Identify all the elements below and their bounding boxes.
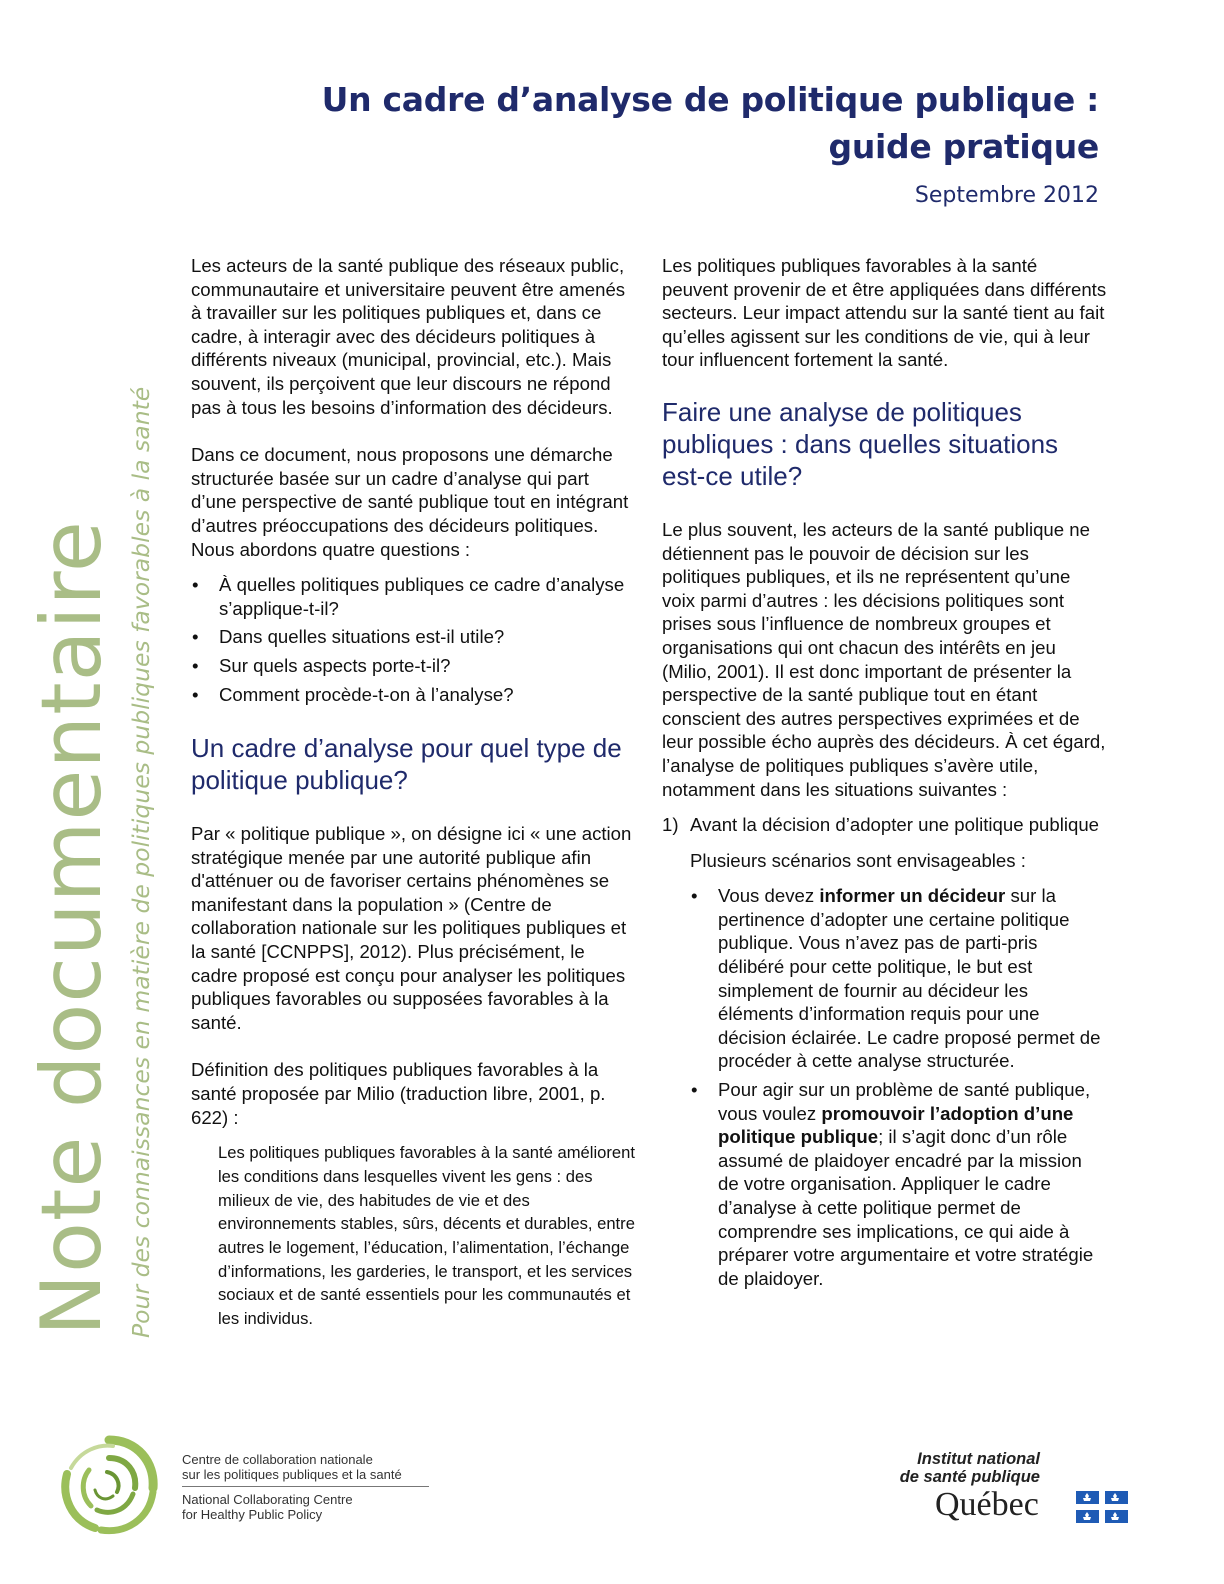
document-date: Septembre 2012	[914, 183, 1099, 208]
sectors-paragraph: Les politiques publiques favorables à la santé peuvent provenir de et être appliquées dans différents secteurs. Leur impact attendu sur la santé tient au fait qu’elles agissent sur les conditions de vie, qui à leur tour influencent fortement la santé.	[662, 255, 1107, 371]
list-item: • Sur quels aspects porte-t-il?	[191, 654, 636, 678]
situations-paragraph: Le plus souvent, les acteurs de la santé publique ne détiennent pas le pouvoir de décision sur les politiques publiques, et ils ne représentent qu’une voix parmi d’autres : les décisions politiques sont prises sous l’influence de nombreux groupes et organisations qui ont chacun des intérêts en jeu (Milio, 2001). Il est donc important de présenter la perspective de la santé publique tout en étant conscient des autres perspectives exprimées et de leur possible écho auprès des décideurs. À cet égard, l’analyse de politiques publiques s’avère utile, notamment dans les situations suivantes :	[662, 518, 1106, 800]
emphasis-informer: informer un décideur	[819, 885, 1006, 907]
right-column	[662, 254, 1107, 1295]
ccnpps-logo-block	[55, 1432, 430, 1538]
list-item: • Pour agir sur un problème de santé publique, vous voulez promouvoir l’adoption d’une politique publique; il s’agit donc d’un rôle assumé de plaidoyer encadré par la mission de votre organisation. Appliquer le cadre d’analyse à cette politique permet de comprendre ses implications, ce qui aide à préparer votre argumentaire et votre stratégie de plaidoyer.	[690, 1078, 1107, 1290]
scenarios-intro: Plusieurs scénarios sont envisageables :	[690, 849, 1026, 871]
list-item: • À quelles politiques publiques ce cadre d’analyse s’applique-t-il?	[191, 573, 636, 620]
section-heading-type: Un cadre d’analyse pour quel type de politique publique?	[191, 733, 622, 796]
list-item: • Vous devez informer un décideur sur la pertinence d’adopter une certaine politique publique. Vous n’avez pas de parti-pris délibéré pour cette politique, le but est simplement de fournir au décideur les éléments d’information requis pour une décision éclairée. Le cadre proposé permet de procéder à cette analyse structurée.	[690, 884, 1107, 1073]
sidebar-subtitle: Pour des connaissances en matière de politiques publiques favorables à la santé	[127, 386, 155, 1338]
list-item: • Comment procède-t-on à l’analyse?	[191, 683, 636, 707]
left-column	[191, 254, 636, 1331]
ccnpps-french-name: Centre de collaboration nationale sur les politiques publiques et la santé	[182, 1452, 402, 1482]
milio-quote: Les politiques publiques favorables à la santé améliorent les conditions dans lesquelles vivent les gens : des milieux de vie, des habitudes de vie et des environnements stables, sûrs, décents et durables, entre autres le logement, l’éducation, l’alimentation, l’échange d’informations, les garderies, le transport, et les services sociaux et de santé essentiels pour les communautés et les individus.	[218, 1143, 635, 1329]
document-purpose-paragraph: Dans ce document, nous proposons une démarche structurée basée sur un cadre d’analyse qui part d’une perspective de santé publique tout en intégrant d’autres préoccupations des décideurs politiques. Nous abordons quatre questions :	[191, 444, 629, 560]
numbered-item-1	[662, 813, 1107, 837]
intro-paragraph: Les acteurs de la santé publique des réseaux public, communautaire et universitaire peuvent être amenés à travailler sur les politiques publiques et, dans ce cadre, à interagir avec des décideurs politiques à différents niveaux (municipal, provincial, etc.). Mais souvent, ils perçoivent que leur discours ne répond pas à tous les besoins d’information des décideurs.	[191, 255, 626, 418]
item-number: 1)	[662, 814, 679, 836]
title-line-2: guide pratique	[828, 127, 1099, 166]
quebec-flag-icon	[1076, 1491, 1128, 1523]
sidebar-note-documentaire: Note documentaire	[23, 520, 120, 1336]
ccnpps-swirl-logo-icon	[55, 1432, 163, 1538]
milio-intro-paragraph: Définition des politiques publiques favorables à la santé proposée par Milio (traduction libre, 2001, p. 622) :	[191, 1059, 606, 1128]
inspq-name: Institut national de santé publique	[899, 1450, 1040, 1486]
section-heading-situations: Faire une analyse de politiques publiques : dans quelles situations est-ce utile?	[662, 396, 1059, 491]
emphasis-promouvoir: promouvoir l’adoption d’une politique publique	[718, 1102, 1074, 1148]
item-text: Avant la décision d’adopter une politique publique	[690, 814, 1100, 836]
title-line-1: Un cadre d’analyse de politique publique :	[321, 80, 1099, 119]
ccnpps-english-name: National Collaborating Centre for Healthy Public Policy	[182, 1492, 353, 1522]
list-item: • Dans quelles situations est-il utile?	[191, 625, 636, 649]
document-title	[299, 76, 1099, 170]
scenarios-list	[690, 884, 1107, 1290]
logo-divider	[182, 1486, 429, 1487]
questions-list	[191, 573, 636, 706]
inspq-logo-block	[880, 1450, 1140, 1540]
quebec-wordmark: Québec	[935, 1486, 1039, 1523]
definition-paragraph: Par « politique publique », on désigne ici « une action stratégique menée par une autorité publique afin d'atténuer ou de favoriser certains phénomènes se manifestant dans la population » (Centre de collaboration nationale sur les politiques publiques et la santé [CCNPPS], 2012). Plus précisément, le cadre proposé est conçu pour analyser les politiques publiques favorables ou supposées favorables à la santé.	[191, 823, 632, 1033]
